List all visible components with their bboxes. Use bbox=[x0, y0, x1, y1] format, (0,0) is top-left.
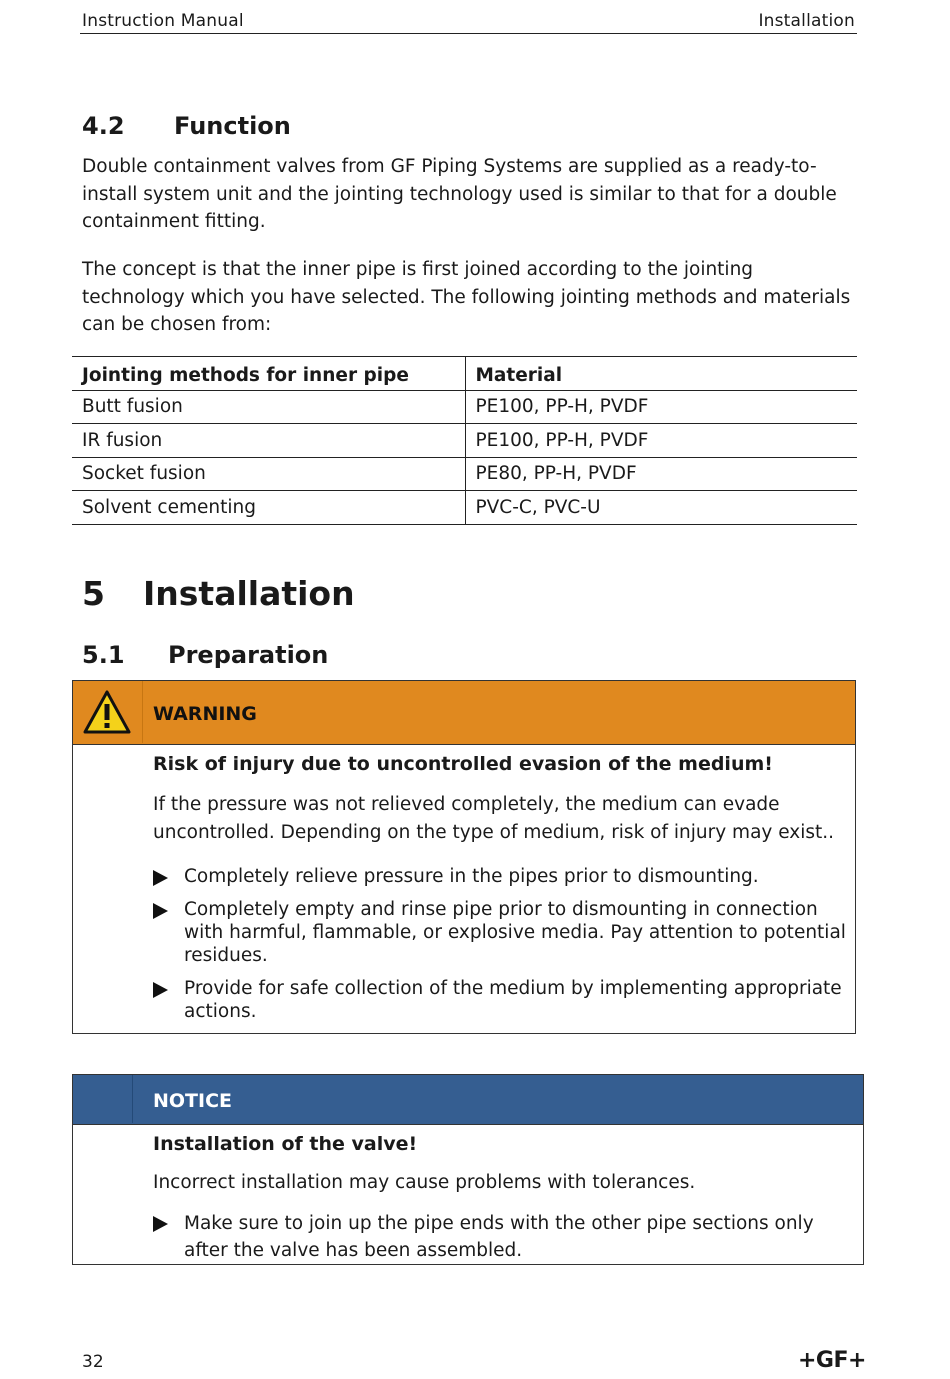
table-cell: PVC-C, PVC-U bbox=[465, 491, 857, 525]
table-cell: Solvent cementing bbox=[72, 491, 465, 525]
table-row bbox=[72, 390, 857, 424]
warning-heading: Risk of injury due to uncontrolled evasion of the medium! bbox=[153, 753, 773, 775]
bullet-arrow-icon bbox=[153, 1216, 168, 1232]
function-paragraph-1: Double containment valves from GF Piping Systems are supplied as a ready-to-install system unit and the jointing technology used is similar to that for a double containment fitting. bbox=[82, 156, 837, 232]
warning-icon-cell bbox=[73, 681, 143, 743]
page-number: 32 bbox=[82, 1352, 104, 1372]
warning-bar bbox=[73, 681, 855, 745]
section-title: Preparation bbox=[168, 641, 329, 669]
warning-box bbox=[72, 680, 856, 1034]
chapter-number: 5 bbox=[82, 574, 105, 613]
table-cell: IR fusion bbox=[72, 424, 465, 458]
section-number: 5.1 bbox=[82, 641, 125, 669]
bullet-arrow-icon bbox=[153, 903, 168, 919]
bullet-text: Completely relieve pressure in the pipes prior to dismounting. bbox=[184, 866, 759, 887]
header-manual-title: Instruction Manual bbox=[82, 11, 244, 31]
bullet-text: Make sure to join up the pipe ends with the other pipe sections only after the valve has been assembled. bbox=[184, 1213, 814, 1261]
table-row bbox=[72, 424, 857, 458]
table-header-cell: Jointing methods for inner pipe bbox=[72, 357, 465, 391]
table-header-row bbox=[72, 357, 857, 391]
jointing-methods-table bbox=[72, 356, 857, 525]
notice-icon-cell bbox=[73, 1075, 133, 1123]
warning-triangle-icon bbox=[83, 690, 131, 734]
notice-label: NOTICE bbox=[153, 1090, 233, 1112]
table-header-cell: Material bbox=[465, 357, 857, 391]
table-row bbox=[72, 457, 857, 491]
table-cell: PE80, PP-H, PVDF bbox=[465, 457, 857, 491]
warning-label: WARNING bbox=[153, 703, 257, 725]
notice-heading: Installation of the valve! bbox=[153, 1133, 418, 1155]
notice-box bbox=[72, 1074, 864, 1265]
page-header bbox=[80, 10, 857, 34]
table-row bbox=[72, 491, 857, 525]
function-paragraph-2: The concept is that the inner pipe is first joined according to the jointing technology which you have selected. The following jointing methods and materials can be chosen from: bbox=[82, 259, 851, 335]
section-number: 4.2 bbox=[82, 112, 125, 140]
table-cell: PE100, PP-H, PVDF bbox=[465, 424, 857, 458]
bullet-arrow-icon bbox=[153, 982, 168, 998]
notice-bar bbox=[73, 1075, 863, 1125]
gf-logo: +GF+ bbox=[798, 1348, 866, 1373]
chapter-title: Installation bbox=[143, 574, 355, 613]
bullet-text: Completely empty and rinse pipe prior to dismounting in connection with harmful, flammable, or explosive media. Pay attention to potential residues. bbox=[184, 899, 846, 966]
bullet-text: Provide for safe collection of the medium by implementing appropriate actions. bbox=[184, 978, 842, 1022]
notice-text: Incorrect installation may cause problems with tolerances. bbox=[153, 1172, 696, 1193]
section-title: Function bbox=[174, 112, 291, 140]
bullet-arrow-icon bbox=[153, 870, 168, 886]
table-cell: Butt fusion bbox=[72, 390, 465, 424]
header-chapter-title: Installation bbox=[758, 11, 855, 31]
table-cell: PE100, PP-H, PVDF bbox=[465, 390, 857, 424]
warning-text: If the pressure was not relieved completely, the medium can evade uncontrolled. Depending on the type of medium, risk of injury may exist.. bbox=[153, 794, 835, 843]
table-cell: Socket fusion bbox=[72, 457, 465, 491]
